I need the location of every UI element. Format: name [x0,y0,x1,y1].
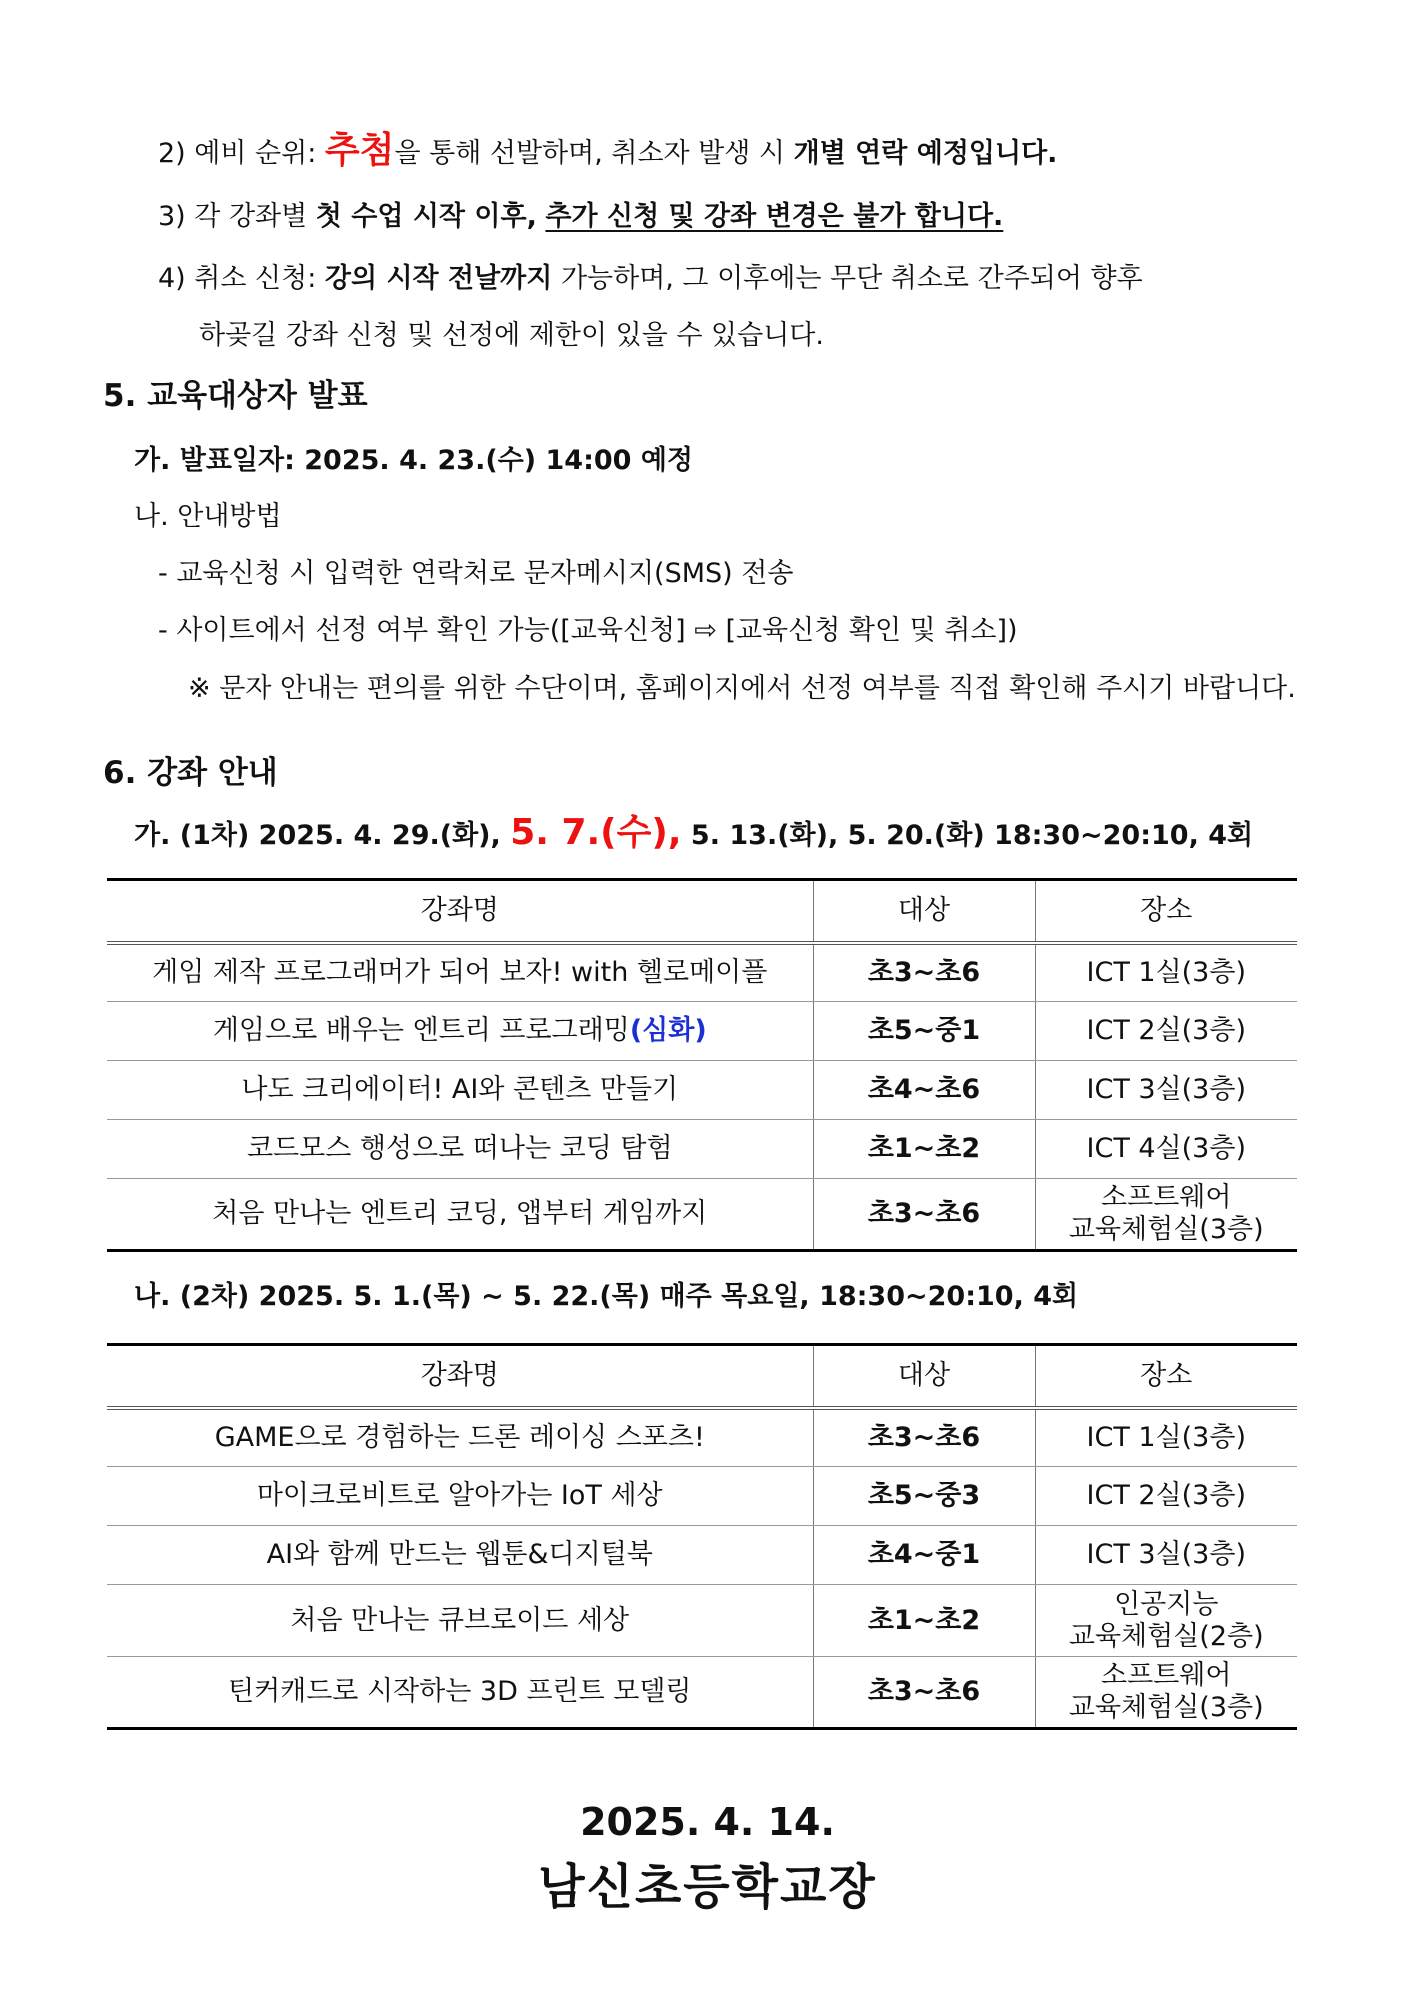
rule-item-2-prefix: 2) 예비 순위: [158,138,325,169]
course-place: 인공지능 교육체험실(2층) [1035,1585,1297,1657]
rule-item-3-underlined: 추가 신청 및 강좌 변경은 불가 합니다. [545,201,1004,232]
rule-item-2 [158,130,1058,172]
session-1-schedule [134,812,1254,854]
course-name: GAME으로 경험하는 드론 레이싱 스포츠! [107,1408,813,1467]
course-place: ICT 1실(3층) [1035,1408,1297,1467]
rule-item-3-prefix: 3) 각 강좌별 [158,201,316,232]
table-row [107,1408,1297,1467]
course-place: ICT 2실(3층) [1035,1002,1297,1061]
course-name: 나도 크리에이터! AI와 콘텐츠 만들기 [107,1061,813,1120]
header-course-name: 강좌명 [107,880,813,943]
course-target: 초5~중3 [813,1467,1035,1526]
announcement-date: 가. 발표일자: 2025. 4. 23.(수) 14:00 예정 [134,445,694,476]
table-row [107,1585,1297,1657]
course-place: ICT 1실(3층) [1035,943,1297,1002]
session-1-highlight-date: 5. 7.(수), [510,812,682,853]
rule-item-3-bold: 첫 수업 시작 이후, [315,201,537,232]
session-1-suffix: 5. 13.(화), 5. 20.(화) 18:30~20:10, 4회 [681,820,1254,851]
course-target: 초4~초6 [813,1061,1035,1120]
course-target: 초3~초6 [813,1657,1035,1729]
document-date: 2025. 4. 14. [580,1800,835,1844]
course-place: ICT 4실(3층) [1035,1120,1297,1179]
notice-note: ※ 문자 안내는 편의를 위한 수단이며, 홈페이지에서 선정 여부를 직접 확인해 주시기 바랍니다. [188,673,1296,704]
table-row [107,1002,1297,1061]
lottery-highlight: 추첨 [324,130,395,171]
course-place: 소프트웨어 교육체험실(3층) [1035,1657,1297,1729]
table-row [107,1120,1297,1179]
course-name: 게임으로 배우는 엔트리 프로그래밍(심화) [107,1002,813,1061]
session-2-schedule: 나. (2차) 2025. 5. 1.(목) ~ 5. 22.(목) 매주 목요일, 18:30~20:10, 4회 [134,1281,1079,1312]
rule-item-2-bold: 개별 연락 예정입니다. [793,138,1058,169]
table-row [107,1526,1297,1585]
session-1-prefix: 가. (1차) 2025. 4. 29.(화), [134,820,511,851]
table-row [107,1061,1297,1120]
rule-item-4-continuation: 하곶길 강좌 신청 및 선정에 제한이 있을 수 있습니다. [199,320,824,351]
section-5-title: 5. 교육대상자 발표 [103,378,368,414]
header-place: 장소 [1035,880,1297,943]
course-name: 코드모스 행성으로 떠나는 코딩 탐험 [107,1120,813,1179]
rule-item-2-middle: 을 통해 선발하며, 취소자 발생 시 [394,138,794,169]
course-place: 소프트웨어 교육체험실(3층) [1035,1179,1297,1251]
table-row [107,1467,1297,1526]
course-table-2 [107,1343,1297,1730]
table-header-row [107,1345,1297,1408]
section-6-title: 6. 강좌 안내 [103,755,278,791]
course-place: ICT 2실(3층) [1035,1467,1297,1526]
table-row [107,1657,1297,1729]
course-place: ICT 3실(3층) [1035,1061,1297,1120]
course-name: AI와 함께 만드는 웹툰&디지털북 [107,1526,813,1585]
course-name: 게임 제작 프로그래머가 되어 보자! with 헬로메이플 [107,943,813,1002]
rule-item-4-bold: 강의 시작 전날까지 [324,263,553,294]
course-target: 초3~초6 [813,1179,1035,1251]
course-target: 초3~초6 [813,1408,1035,1467]
notice-method-site: - 사이트에서 선정 여부 확인 가능([교육신청] ⇨ [교육신청 확인 및 취소]) [158,615,1018,646]
course-target: 초5~중1 [813,1002,1035,1061]
notice-method-sms: - 교육신청 시 입력한 연락처로 문자메시지(SMS) 전송 [158,558,794,589]
header-course-name: 강좌명 [107,1345,813,1408]
rule-item-3 [158,199,1003,235]
table-header-row [107,880,1297,943]
course-name: 처음 만나는 큐브로이드 세상 [107,1585,813,1657]
header-target: 대상 [813,1345,1035,1408]
rule-item-4 [158,261,1143,297]
advanced-tag: (심화) [629,1015,707,1046]
table-row [107,1179,1297,1251]
course-table-1 [107,878,1297,1252]
course-name: 틴커캐드로 시작하는 3D 프린트 모델링 [107,1657,813,1729]
rule-item-4-prefix: 4) 취소 신청: [158,263,325,294]
course-name: 마이크로비트로 알아가는 IoT 세상 [107,1467,813,1526]
course-target: 초1~초2 [813,1120,1035,1179]
course-target: 초1~초2 [813,1585,1035,1657]
school-principal-signature: 남신초등학교장 [538,1859,877,1915]
course-target: 초4~중1 [813,1526,1035,1585]
header-target: 대상 [813,880,1035,943]
table-row [107,943,1297,1002]
notice-method-title: 나. 안내방법 [134,501,282,532]
course-place: ICT 3실(3층) [1035,1526,1297,1585]
header-place: 장소 [1035,1345,1297,1408]
course-target: 초3~초6 [813,943,1035,1002]
course-name: 처음 만나는 엔트리 코딩, 앱부터 게임까지 [107,1179,813,1251]
rule-item-4-rest: 가능하며, 그 이후에는 무단 취소로 간주되어 향후 [552,263,1143,294]
